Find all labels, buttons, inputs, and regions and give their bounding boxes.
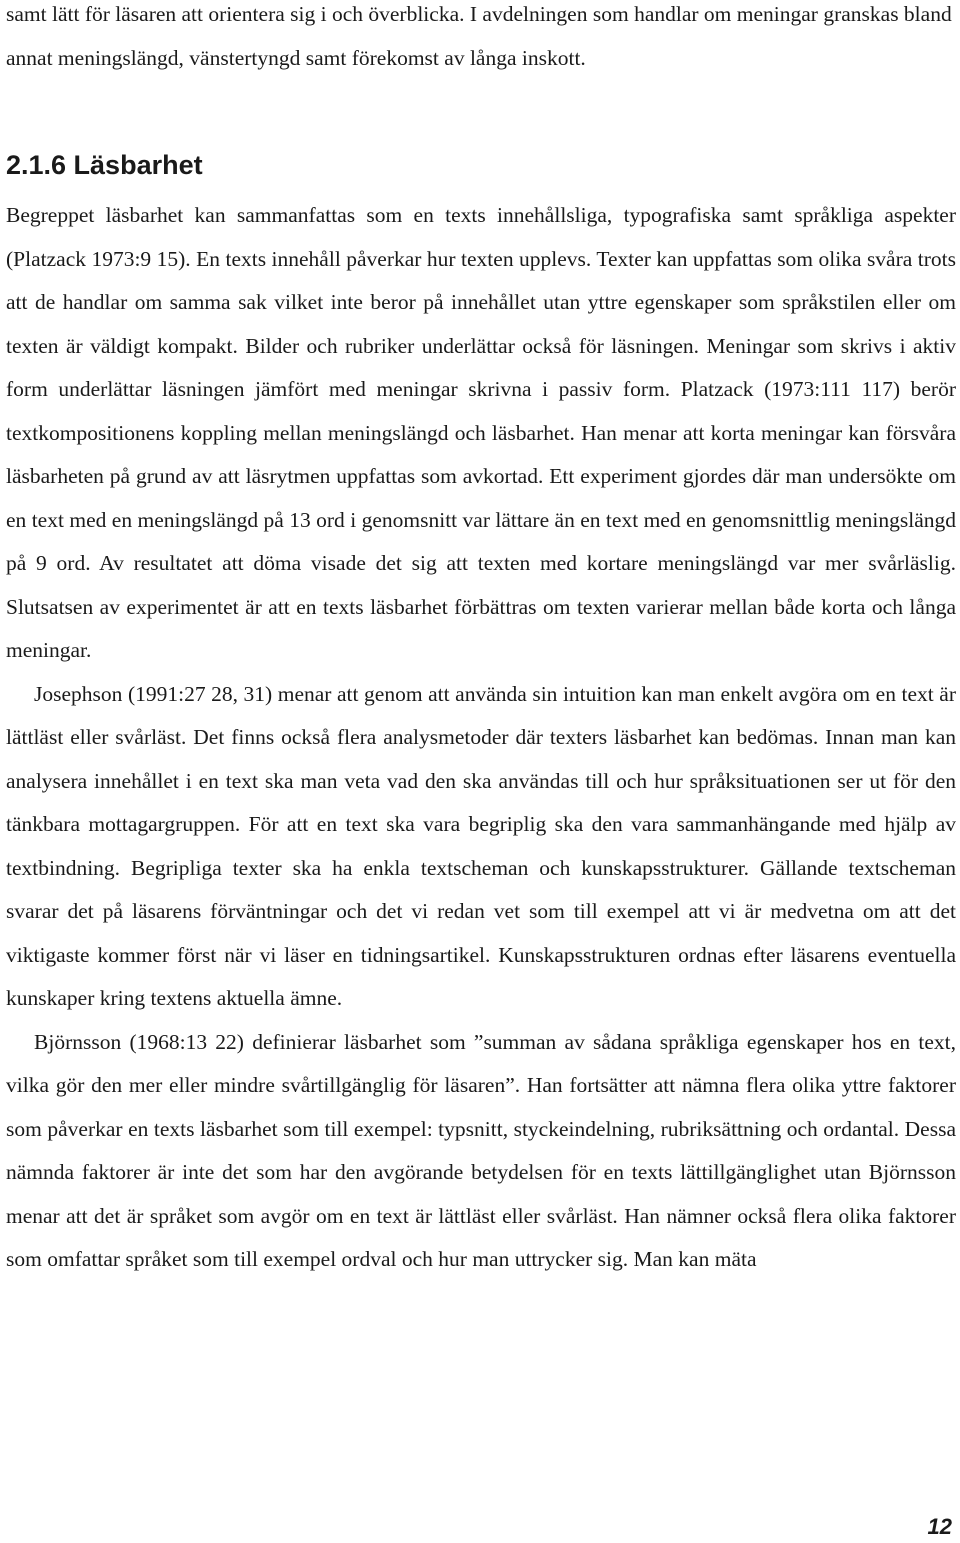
paragraph-1: Begreppet läsbarhet kan sammanfattas som en texts innehållsliga, typografiska samt språkliga aspekter (Platzack 1973:9 15). En texts innehåll påverkar hur texten upplevs. Texter kan uppfattas som olika svåra trots att de handlar om samma sak vilket inte beror på innehållet utan yttre egenskaper som språkstilen eller om texten är väldigt kompakt. Bilder och rubriker underlättar också för läsningen. Meningar som skrivs i aktiv form underlättar läsningen jämfört med meningar skrivna i passiv form. Platzack (1973:111 117) berör textkompositionens koppling mellan meningslängd och läsbarhet. Han menar att korta meningar kan försvåra läsbarheten på grund av att läsrytmen uppfattas som avkortad. Ett experiment gjordes där man undersökte om en text med en meningslängd på 13 ord i genomsnitt var lättare än en text med en genomsnittlig meningslängd på 9 ord. Av resultatet att döma visade det sig att texten med kortare meningslängd var mer svårläslig. Slutsatsen av experimentet är att en texts läsbarhet förbättras om texten varierar mellan både korta och långa meningar. — [6, 203, 956, 662]
intro-paragraph: samt lätt för läsaren att orientera sig i och överblicka. I avdelningen som handlar om meningar granskas bland annat meningslängd, vänstertyngd samt förekomst av långa inskott. — [6, 2, 952, 70]
page-number: 12 — [927, 1514, 952, 1539]
paragraph-3: Björnsson (1968:13 22) definierar läsbarhet som ”summan av sådana språkliga egenskaper hos en text, vilka gör den mer eller mindre svårtillgänglig för läsaren”. Han fortsätter att nämna flera olika yttre faktorer som påverkar en texts läsbarhet som till exempel: typsnitt, styckeindelning, rubriksättning och ordantal. Dessa nämnda faktorer är inte det som har den avgörande betydelsen för en texts lättillgänglighet utan Björnsson menar att det är språket som avgör om en text är lättläst eller svårläst. Han nämner också flera olika faktorer som omfattar språket som till exempel ordval och hur man uttrycker sig. Man kan mäta — [6, 1029, 956, 1271]
section-heading: 2.1.6 Läsbarhet — [6, 150, 203, 180]
paragraph-2: Josephson (1991:27 28, 31) menar att genom att använda sin intuition kan man enkelt avgöra om en text är lättläst eller svårläst. Det finns också flera analysmetoder där texters läsbarhet kan bedömas. Innan man kan analysera innehållet i en text ska man veta vad den ska användas till och hur språksituationen ser ut för den tänkbara mottagargruppen. För att en text ska vara begriplig ska den vara sammanhängande med hjälp av textbindning. Begripliga texter ska ha enkla textscheman och kunskapsstrukturer. Gällande textscheman svarar det på läsarens förväntningar och det vi redan vet som till exempel att vi är medvetna om att det viktigaste kommer först när vi läser en tidningsartikel. Kunskapsstrukturen ordnas efter läsarens eventuella kunskaper kring textens aktuella ämne. — [6, 681, 956, 1010]
section-body — [6, 194, 956, 1282]
